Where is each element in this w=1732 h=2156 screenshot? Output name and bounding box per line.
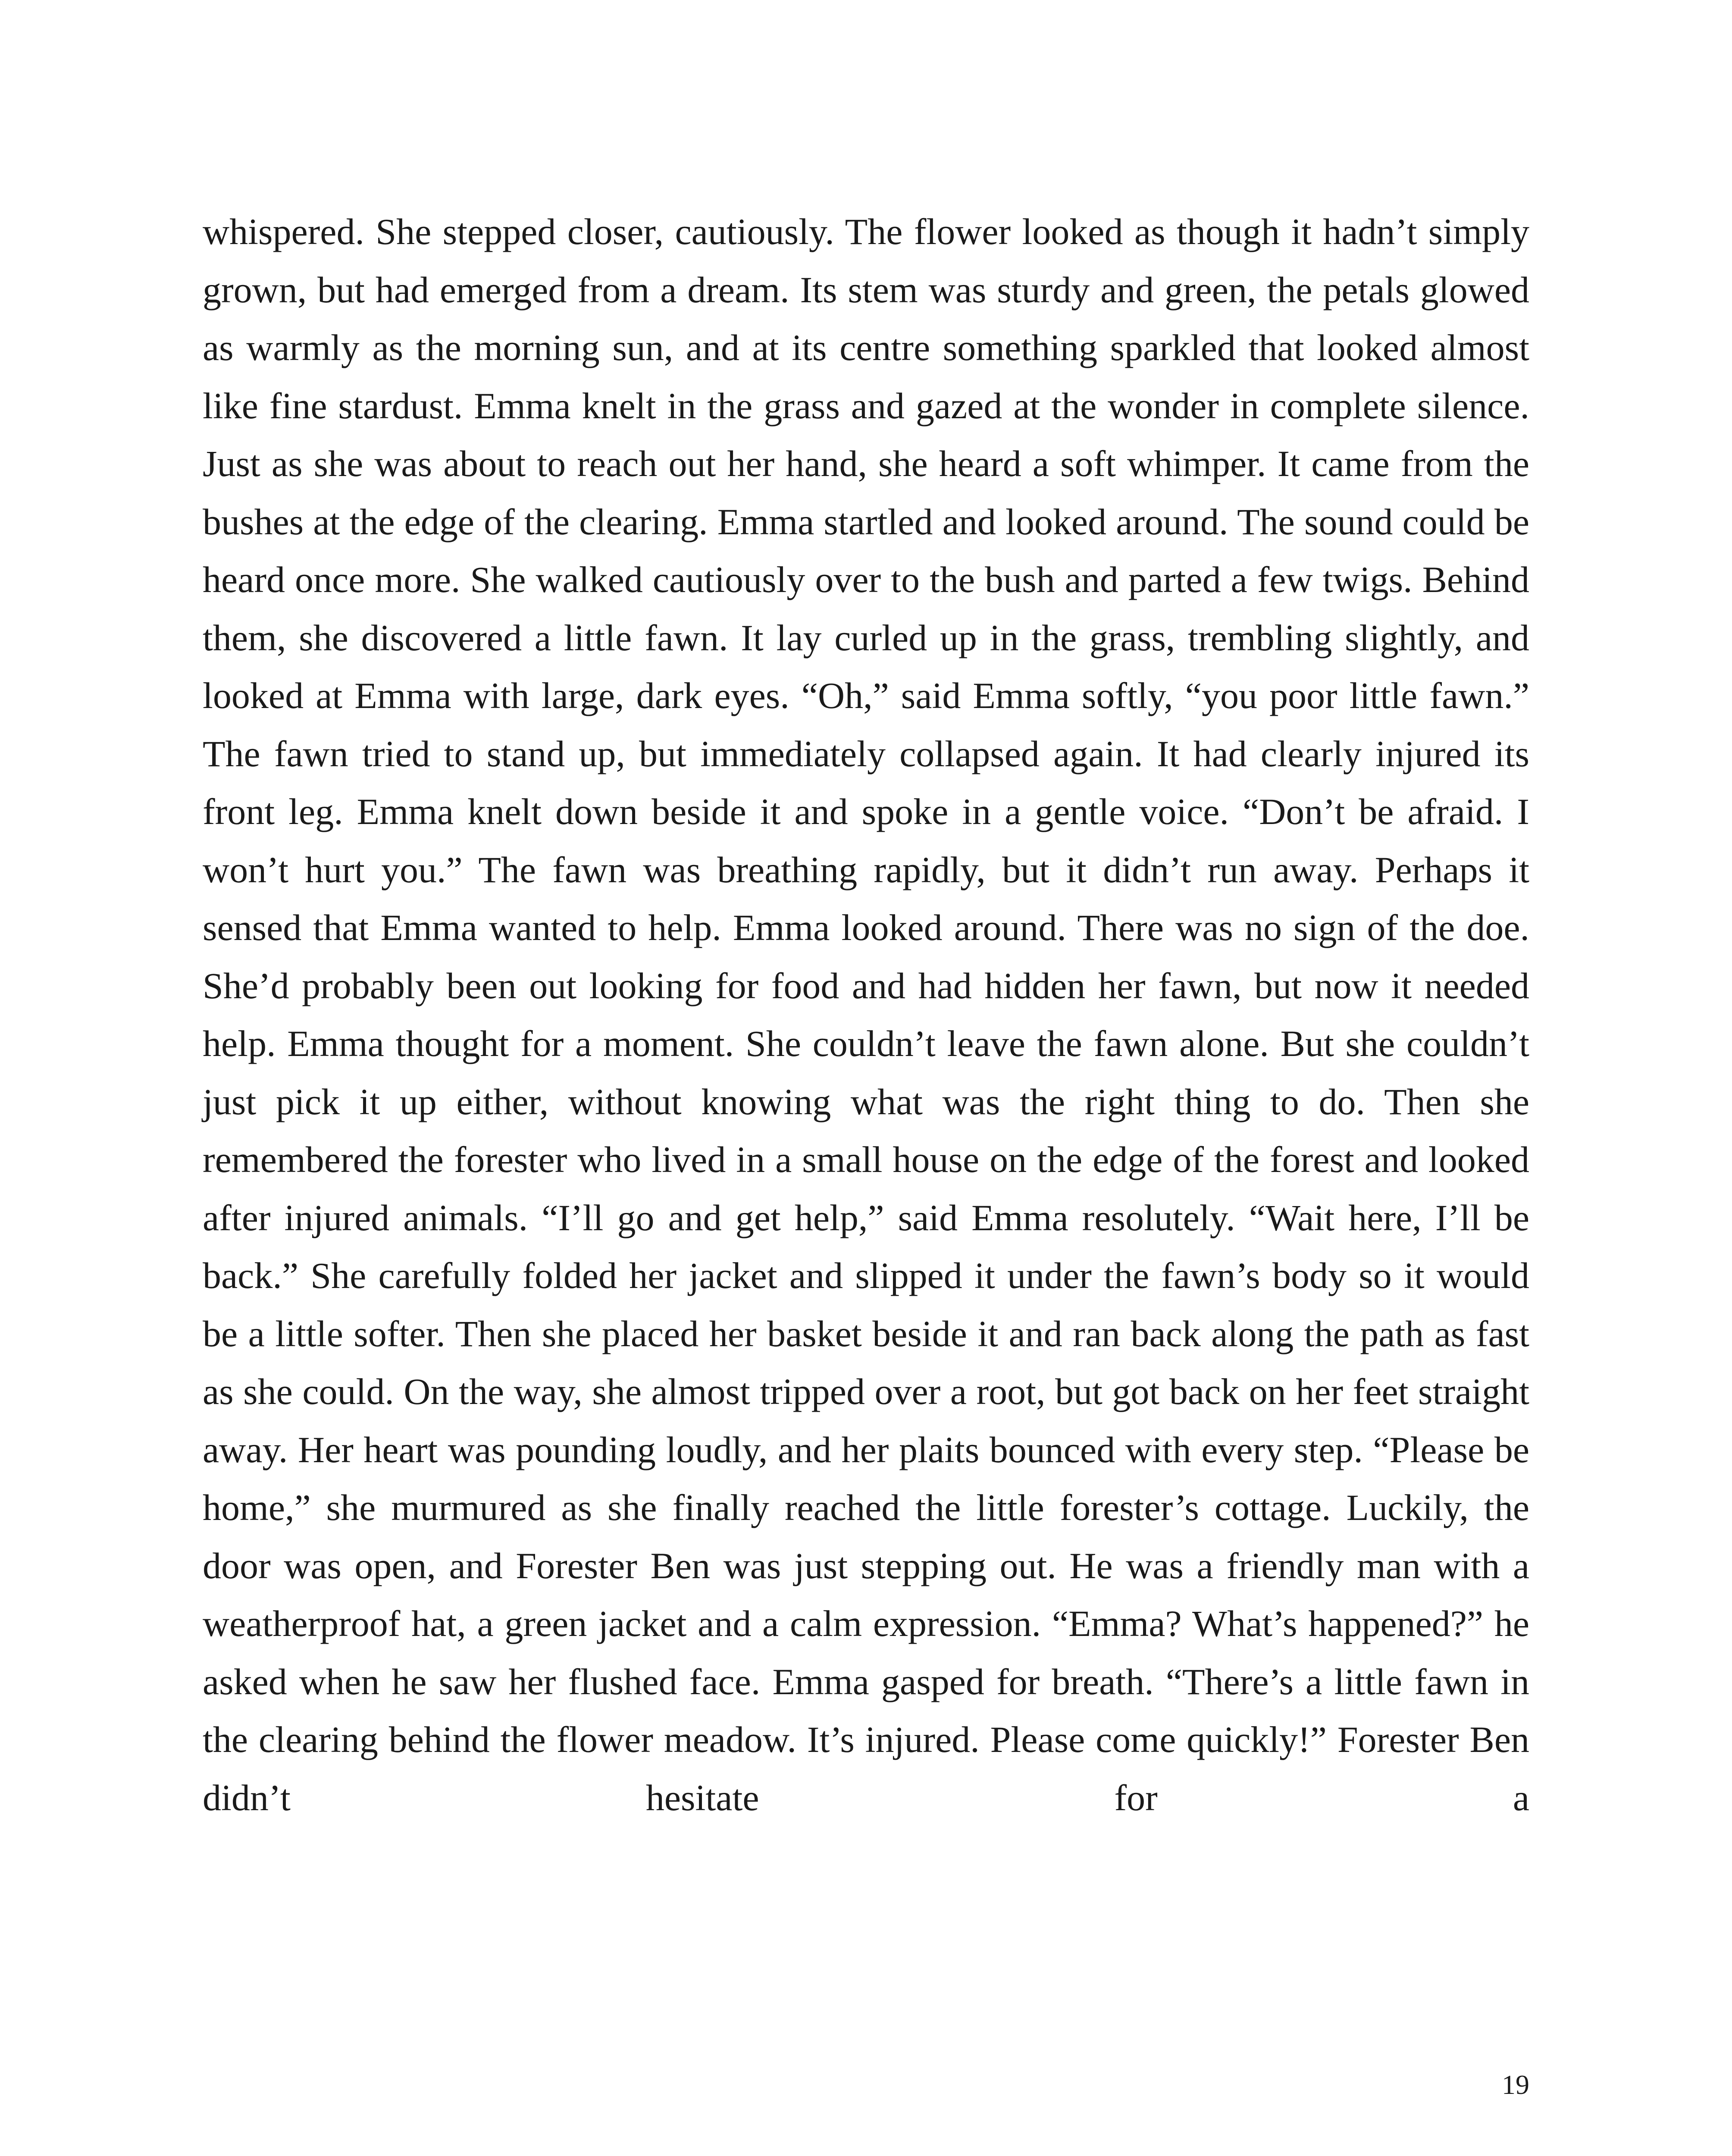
page-number: 19 [1502, 2069, 1529, 2100]
body-text: whispered. She stepped closer, cautiously. The flower looked as though it hadn’t simply grown, but had emerged from a dream. Its stem was sturdy and green, the petals glowed as warmly as the morning sun, and at its centre something sparkled that looked almost like fine stardust. Emma knelt in the grass and gazed at the wonder in complete silence. Just as she was about to reach out her hand, she heard a soft whimper. It came from the bushes at the edge of the clearing. Emma startled and looked around. The sound could be heard once more. She walked cautiously over to the bush and parted a few twigs. Behind them, she discovered a little fawn. It lay curled up in the grass, trembling slightly, and looked at Emma with large, dark eyes. “Oh,” said Emma softly, “you poor little fawn.” The fawn tried to stand up, but immediately collapsed again. It had clearly injured its front leg. Emma knelt down beside it and spoke in a gentle voice. “Don’t be afraid. I won’t hurt you.” The fawn was breathing rapidly, but it didn’t run away. Perhaps it sensed that Emma wanted to help. Emma looked around. There was no sign of the doe. She’d probably been out looking for food and had hidden her fawn, but now it needed help. Emma thought for a moment. She couldn’t leave the fawn alone. But she couldn’t just pick it up either, without knowing what was the right thing to do. Then she remembered the forester who lived in a small house on the edge of the forest and looked after injured animals. “I’ll go and get help,” said Emma resolutely. “Wait here, I’ll be back.” She carefully folded her jacket and slipped it under the fawn’s body so it would be a little softer. Then she placed her basket beside it and ran back along the path as fast as she could. On the way, she almost tripped over a root, but got back on her feet straight away. Her heart was pounding loudly, and her plaits bounced with every step. “Please be home,” she murmured as she finally reached the little forester’s cottage. Luckily, the door was open, and Forester Ben was just stepping out. He was a friendly man with a weatherproof hat, a green jacket and a calm expression. “Emma? What’s happened?” he asked when he saw her flushed face. Emma gasped for breath. “There’s a little fawn in the clearing behind the flower meadow. It’s injured. Please come quickly!” Forester Ben didn’t hesitate for a [203, 211, 1529, 1818]
